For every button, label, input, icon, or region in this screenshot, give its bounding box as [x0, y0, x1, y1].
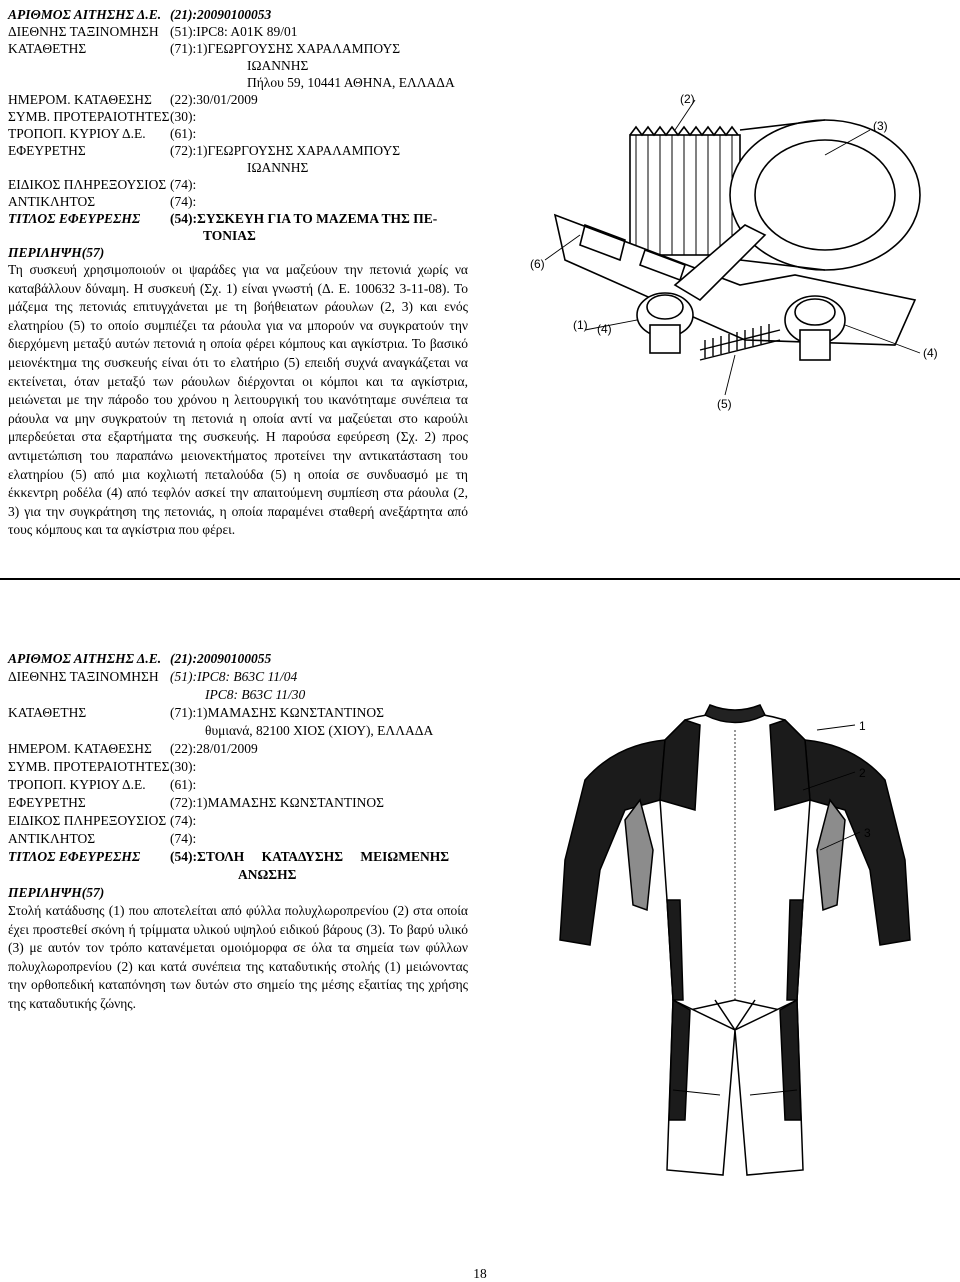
p1-fig-label-1: (1)	[573, 318, 588, 332]
p1-title-cont: ΤΟΝΙΑΣ	[203, 228, 256, 243]
p1-applicant-address: Πήλου 59, 10441 ΑΘΗΝΑ, ΕΛΛΑΔΑ	[247, 75, 455, 90]
p1-fig-label-5: (5)	[717, 397, 732, 411]
p1-application-number: (21):20090100053	[170, 7, 272, 22]
p2-priority-label: ΣΥΜΒ. ΠΡΟΤΕΡΑΙΟΤΗΤΕΣ	[8, 759, 170, 774]
p1-title-label: ΤΙΤΛΟΣ ΕΦΕΥΡΕΣΗΣ	[8, 211, 141, 226]
p2-abstract-text: Στολή κατάδυσης (1) που αποτελείται από φύλλα πολυχλωροπρενίου (2) στα οποία έχει προστεθεί σκόνη ή τρίμματα υλικού υψηλού ειδικού βάρους (3). Το βαρύ υλικό (3) με αυτόν τον τρόπο κατανέμεται ομοιόμορφα σε όλα τα σημεία των φύλλων πολυχλωροπρενίου (2) και κατά συνέπεια της καταδυτικής στολής (1) μειώνοντας την ορθοπεδική καταπόνηση των δυτών στο σημείο της μέσης εξαιτίας της χρήσης της καταδυτικής ζώνης.	[8, 903, 468, 1011]
p2-application-number: (21):20090100055	[170, 651, 272, 666]
p1-attorney-label: ΑΝΤΙΚΛΗΤΟΣ	[8, 194, 96, 209]
p2-modifier: (61):	[170, 777, 197, 792]
patent2-bibliographic-block	[8, 650, 488, 890]
p2-applicant-label: ΚΑΤΑΘΕΤΗΣ	[8, 705, 87, 720]
p1-attorney: (74):	[170, 194, 197, 209]
patent1-bibliographic-block	[8, 0, 528, 285]
p1-applicant-name: (71):1)ΓΕΩΡΓΟΥΣΗΣ ΧΑΡΑΛΑΜΠΟΥΣ	[170, 41, 401, 56]
p2-fig-label-2: 2	[859, 766, 866, 780]
p2-filing-date: (22):28/01/2009	[170, 741, 258, 756]
p1-agent: (74):	[170, 177, 197, 192]
p1-classification-label: ΔΙΕΘΝΗΣ ΤΑΞΙΝΟΜΗΣΗ	[8, 24, 159, 39]
p1-abstract-label: ΠΕΡΙΛΗΨΗ(57)	[8, 245, 105, 260]
p2-classification: (51):IPC8: B63C 11/04	[170, 669, 298, 684]
p2-priority: (30):	[170, 759, 197, 774]
p1-inventor-name-cont: ΙΩΑΝΝΗΣ	[247, 160, 309, 175]
p1-priority: (30):	[170, 109, 197, 124]
p2-classification-cont: IPC8: B63C 11/30	[205, 687, 306, 702]
p1-applicant-label: ΚΑΤΑΘΕΤΗΣ	[8, 41, 87, 56]
p1-fig-label-2: (2)	[680, 92, 695, 106]
p2-agent: (74):	[170, 813, 197, 828]
p1-filing-date: (22):30/01/2009	[170, 92, 258, 107]
p1-title: (54):ΣΥΣΚΕΥΗ ΓΙΑ ΤΟ ΜΑΖΕΜΑ ΤΗΣ ΠΕ-	[170, 211, 438, 226]
p2-inventor-name: (72):1)ΜΑΜΑΣΗΣ ΚΩΝΣΤΑΝΤΙΝΟΣ	[170, 795, 384, 810]
p1-priority-label: ΣΥΜΒ. ΠΡΟΤΕΡΑΙΟΤΗΤΕΣ	[8, 109, 170, 124]
p1-modifier-label: ΤΡΟΠΟΠ. ΚΥΡΙΟΥ Δ.Ε.	[8, 126, 146, 141]
p2-title: (54):ΣΤΟΛΗ ΚΑΤΑΔΥΣΗΣ ΜΕΙΩΜΕΝΗΣ	[170, 849, 450, 864]
p2-application-number-label: ΑΡΙΘΜΟΣ ΑΙΤΗΣΗΣ Δ.Ε.	[8, 651, 162, 666]
p1-fig-label-3: (3)	[873, 119, 888, 133]
p2-modifier-label: ΤΡΟΠΟΠ. ΚΥΡΙΟΥ Δ.Ε.	[8, 777, 146, 792]
p2-applicant-address: θυμιανά, 82100 ΧΙΟΣ (ΧΙΟΥ), ΕΛΛΑΔΑ	[205, 723, 434, 738]
p2-filing-date-label: ΗΜΕΡΟΜ. ΚΑΤΑΘΕΣΗΣ	[8, 741, 152, 756]
p2-attorney-label: ΑΝΤΙΚΛΗΤΟΣ	[8, 831, 96, 846]
p2-fig-label-1: 1	[859, 719, 866, 733]
p1-agent-label: ΕΙΔΙΚΟΣ ΠΛΗΡΕΞΟΥΣΙΟΣ	[8, 177, 167, 192]
p2-title-cont: ΑΝΩΣΗΣ	[238, 867, 297, 882]
p2-figure-wetsuit	[555, 700, 915, 1210]
p2-abstract-label: ΠΕΡΙΛΗΨΗ(57)	[8, 885, 105, 900]
p2-classification-label: ΔΙΕΘΝΗΣ ΤΑΞΙΝΟΜΗΣΗ	[8, 669, 159, 684]
p2-fig-label-3: 3	[864, 826, 871, 840]
section-divider	[0, 578, 960, 580]
p2-agent-label: ΕΙΔΙΚΟΣ ΠΛΗΡΕΞΟΥΣΙΟΣ	[8, 813, 167, 828]
p1-classification: (51):IPC8: A01K 89/01	[170, 24, 298, 39]
p1-inventor-name: (72):1)ΓΕΩΡΓΟΥΣΗΣ ΧΑΡΑΛΑΜΠΟΥΣ	[170, 143, 401, 158]
p1-filing-date-label: ΗΜΕΡΟΜ. ΚΑΤΑΘΕΣΗΣ	[8, 92, 152, 107]
p1-fig-label-4a: (4)	[597, 322, 612, 336]
p1-applicant-name-cont: ΙΩΑΝΝΗΣ	[247, 58, 309, 73]
p2-attorney: (74):	[170, 831, 197, 846]
p1-inventor-label: ΕΦΕΥΡΕΤΗΣ	[8, 143, 86, 158]
p1-figure-line-hauler	[525, 85, 955, 430]
p1-modifier: (61):	[170, 126, 197, 141]
p2-title-label: ΤΙΤΛΟΣ ΕΦΕΥΡΕΣΗΣ	[8, 849, 141, 864]
p1-abstract-text: Τη συσκευή χρησιμοποιούν οι ψαράδες για να μαζεύουν την πετονιά χωρίς να καταβάλλουν δύναμη. Η συσκευή (Σχ. 1) είναι γνωστή (Δ. Ε. 100632 3-11-08). Το μάζεμα της πετονιάς επιτυγχάνεται με τη βοήθειατων ράουλων (2, 3) και ενός ελατηρίου (5) το οποίο συμπιέζει τα ράουλα για να μπορούν να συγκρατούν την διερχόμενη μεταξύ αυτών πετονιά η οποία φέρει κόμπους και αγκίστρια. Το βασικό μειονέκτημα της συσκευής είναι ότι το ελατήριο (5) επειδή συχνά αναγκάζεται να εκτείνεται, όταν μεταξύ των ράουλων διέρχονται οι κόμποι και τα αγκίστρια, μειώνεται με την πάροδο του χρόνου η λειτουργική του ικανότηταμε συνέπεια τα ράουλα να μην συγκρατούν τη πετονιά η οποία αντί να μαζεύεται στο καρούλι μπερδεύεται στα εξαρτήματα της συσκευής. Η παρούσα εφεύρεση (Σχ. 2) προς αντιμετώπιση του παραπάνω μειονεκτήματος προτείνει την αντικατάσταση του ελατηρίου (5) από μια κοχλιωτή πεταλούδα (5) η οποία σε συνδυασμό με τη έκκεντρη ροδέλα (4) από τεφλόν ασκεί την απαιτούμενη συμπίεση στα ράουλα (2, 3) για την συγκράτηση της πετονιάς, η οποία παραμένει σταθερή ανεξάρτητα από τους κόμπους και τα αγκίστρια που φέρει.	[8, 262, 468, 538]
p1-fig-label-6: (6)	[530, 257, 545, 271]
p1-fig-label-4b: (4)	[923, 346, 938, 360]
p2-inventor-label: ΕΦΕΥΡΕΤΗΣ	[8, 795, 86, 810]
p1-application-number-label: ΑΡΙΘΜΟΣ ΑΙΤΗΣΗΣ Δ.Ε.	[8, 7, 162, 22]
page-number: 18	[473, 1266, 487, 1281]
p2-applicant-name: (71):1)ΜΑΜΑΣΗΣ ΚΩΝΣΤΑΝΤΙΝΟΣ	[170, 705, 384, 720]
